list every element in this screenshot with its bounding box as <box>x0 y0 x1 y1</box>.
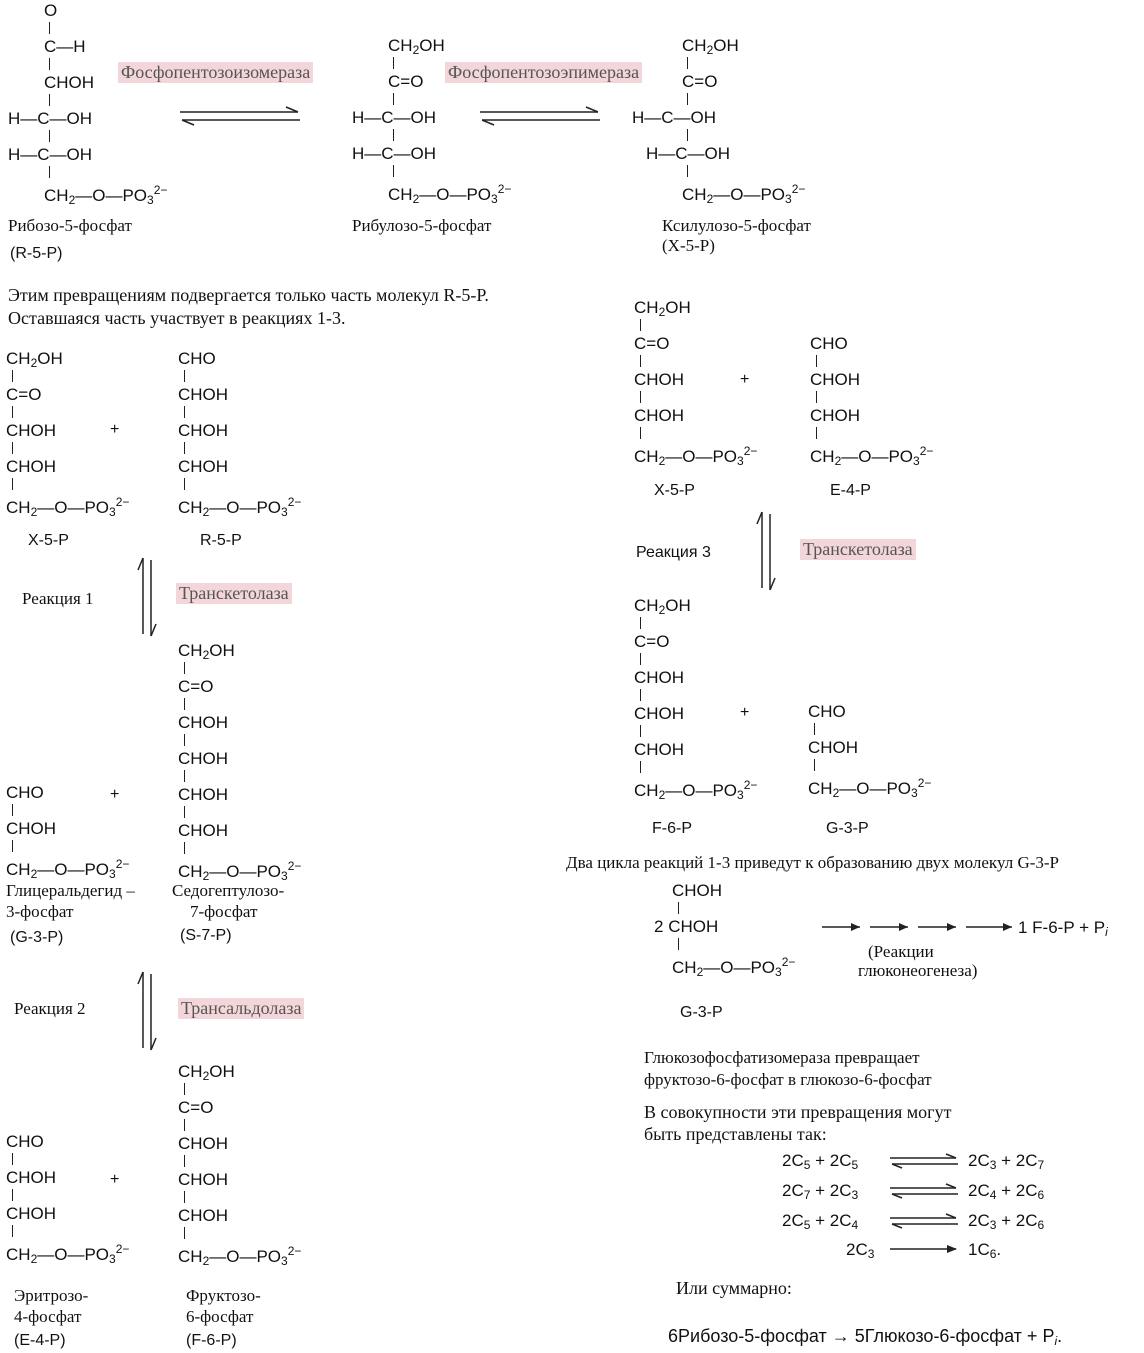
f6p-label-right: F-6-P <box>652 820 692 837</box>
balance-eq-4-left: $2C_3$ <box>846 1240 875 1261</box>
g3p-name-line-2: 3-фосфат <box>6 902 74 921</box>
xylulose-5-phosphate-structure: $CH_2OH$ C=O H—C—OH H—C—OH $CH_2—O—PO_3^{2-}$ <box>632 36 806 206</box>
transketolase-label-1: Транскетолаза <box>176 583 292 604</box>
ribulose-5-phosphate-structure: $CH_2OH$ C=O H—C—OH H—C—OH $CH_2—O—PO_3^{2-}$ <box>352 36 512 206</box>
enzyme-isomerase-label: Фосфопентозоизомераза <box>118 62 313 83</box>
isomerase-text-2: фруктозо-6-фосфат в глюкозо-6-фосфат <box>644 1070 932 1089</box>
f6p-name-line-2: 6-фосфат <box>186 1307 254 1326</box>
reaction-2-label: Реакция 2 <box>14 999 86 1018</box>
multistep-arrows <box>820 920 1016 934</box>
balance-eq-2-right: $2C_4 + 2C_6$ <box>968 1181 1045 1202</box>
note-line-1: Этим превращениям подвергается только часть молекул R-5-P. <box>8 285 489 305</box>
g3p-structure-right: CHO CHOH $CH_2—O—PO_3^{2-}$ <box>808 702 932 800</box>
xylulose-abbr: (X-5-P) <box>662 236 715 255</box>
g3p-label-bottom: G-3-P <box>680 1004 723 1021</box>
balance-eq-1-arrow <box>888 1153 960 1169</box>
e4p-label-right: E-4-P <box>830 482 871 499</box>
balance-eq-4-arrow <box>888 1243 960 1255</box>
plus-sign: + <box>110 1171 120 1188</box>
g3p-structure-left: CHO CHOH $CH_2—O—PO_3^{2-}$ <box>6 783 130 881</box>
e4p-name-line-2: 4-фосфат <box>14 1307 82 1326</box>
s7p-name-line-2: 7-фосфат <box>190 902 258 921</box>
equilibrium-arrow-1 <box>178 106 302 126</box>
x5p-label-right: X-5-P <box>654 482 695 499</box>
g3p-label-right: G-3-P <box>826 820 869 837</box>
reaction-3-label: Реакция 3 <box>636 544 711 561</box>
x5p-structure-right: $CH_2OH$ C=O CHOH CHOH $CH_2—O—PO_3^{2-}$ <box>634 298 758 468</box>
reaction-1-label: Реакция 1 <box>22 589 94 608</box>
s7p-abbr: (S-7-P) <box>180 927 232 944</box>
ribose-name: Рибозо-5-фосфат <box>8 216 132 235</box>
summary-equation: 6Рибозо-5-фосфат → 5Глюкозо-6-фосфат + $P_i$. <box>668 1326 1063 1348</box>
together-text-1: В совокупности эти превращения могут <box>644 1102 952 1122</box>
balance-eq-1-right: $2C_3 + 2C_7$ <box>968 1151 1045 1172</box>
equilibrium-arrow-reaction-1 <box>137 556 157 638</box>
balance-eq-2-left: $2C_7 + 2C_3$ <box>782 1181 859 1202</box>
g3p-abbr: (G-3-P) <box>10 929 64 946</box>
together-text-2: быть представлены так: <box>644 1124 827 1144</box>
transketolase-label-3: Транскетолаза <box>800 539 916 560</box>
ribulose-name: Рибулозо-5-фосфат <box>352 216 492 235</box>
product-f6p-pi: 1 $F-6-P + P_i$ <box>1018 918 1108 939</box>
e4p-abbr: (E-4-P) <box>14 1332 66 1349</box>
balance-eq-3-right: $2C_3 + 2C_6$ <box>968 1211 1045 1232</box>
xylulose-name: Ксилулозо-5-фосфат <box>662 216 811 235</box>
f6p-structure-right: $CH_2OH$ C=O CHOH CHOH CHOH $CH_2—O—PO_3^{2-}$ <box>634 596 758 802</box>
balance-eq-4-right: $1C_6$. <box>968 1240 1002 1261</box>
transaldolase-label: Трансальдолаза <box>178 998 304 1019</box>
coefficient-two: 2 <box>654 917 664 936</box>
plus-sign: + <box>110 421 120 438</box>
x5p-structure-left: $CH_2OH$ C=O CHOH CHOH $CH_2—O—PO_3^{2-}$ <box>6 349 130 519</box>
gluconeogenesis-label-2: глюконеогенеза) <box>858 961 978 980</box>
e4p-name-line-1: Эритрозо- <box>14 1286 89 1305</box>
e4p-structure-left: CHO CHOH CHOH $CH_2—O—PO_3^{2-}$ <box>6 1132 130 1266</box>
s7p-structure: $CH_2OH$ C=O CHOH CHOH CHOH CHOH $CH_2—O—PO_3^{2-}$ <box>178 641 302 883</box>
e4p-structure-right: CHO CHOH CHOH $CH_2—O—PO_3^{2-}$ <box>810 334 934 468</box>
enzyme-epimerase-label: Фосфопентозоэпимераза <box>445 62 642 83</box>
plus-sign: + <box>110 786 120 803</box>
equilibrium-arrow-reaction-2 <box>137 970 157 1052</box>
equilibrium-arrow-reaction-3 <box>756 510 776 592</box>
s7p-name-line-1: Седогептулозо- <box>172 881 285 900</box>
balance-eq-1-left: $2C_5 + 2C_5$ <box>782 1151 859 1172</box>
g3p-name-line-1: Глицеральдегид – <box>6 881 135 900</box>
ribose-5-phosphate-structure: O C—H CHOH H—C—OH H—C—OH $CH_2—O—PO_3^{2-}$ <box>8 1 168 207</box>
ribose-abbr: (R-5-P) <box>10 245 63 262</box>
two-cycles-text: Два цикла реакций 1-3 приведут к образованию двух молекул G-3-P <box>566 853 1059 872</box>
plus-sign: + <box>740 371 750 388</box>
balance-eq-3-left: $2C_5 + 2C_4$ <box>782 1211 859 1232</box>
plus-sign: + <box>740 704 750 721</box>
balance-eq-3-arrow <box>888 1213 960 1229</box>
summary-label: Или суммарно: <box>676 1278 792 1298</box>
gluconeogenesis-label-1: (Реакции <box>868 942 934 961</box>
f6p-name-line-1: Фруктозо- <box>186 1286 261 1305</box>
r5p-label-left: R-5-P <box>200 532 242 549</box>
r5p-structure-left: CHO CHOH CHOH CHOH $CH_2—O—PO_3^{2-}$ <box>178 349 302 519</box>
note-line-2: Оставшаяся часть участвует в реакциях 1-3. <box>8 308 346 328</box>
f6p-abbr: (F-6-P) <box>186 1332 237 1349</box>
f6p-structure-left: $CH_2OH$ C=O CHOH CHOH CHOH $CH_2—O—PO_3^{2-}$ <box>178 1062 302 1268</box>
isomerase-text-1: Глюкозофосфатизомераза превращает <box>644 1048 920 1067</box>
g3p-gluconeogenesis-structure: CHOH 2 CHOH $CH_2—O—PO_3^{2-}$ <box>654 881 796 979</box>
balance-eq-2-arrow <box>888 1183 960 1199</box>
equilibrium-arrow-2 <box>478 106 602 126</box>
x5p-label-left: X-5-P <box>28 532 69 549</box>
